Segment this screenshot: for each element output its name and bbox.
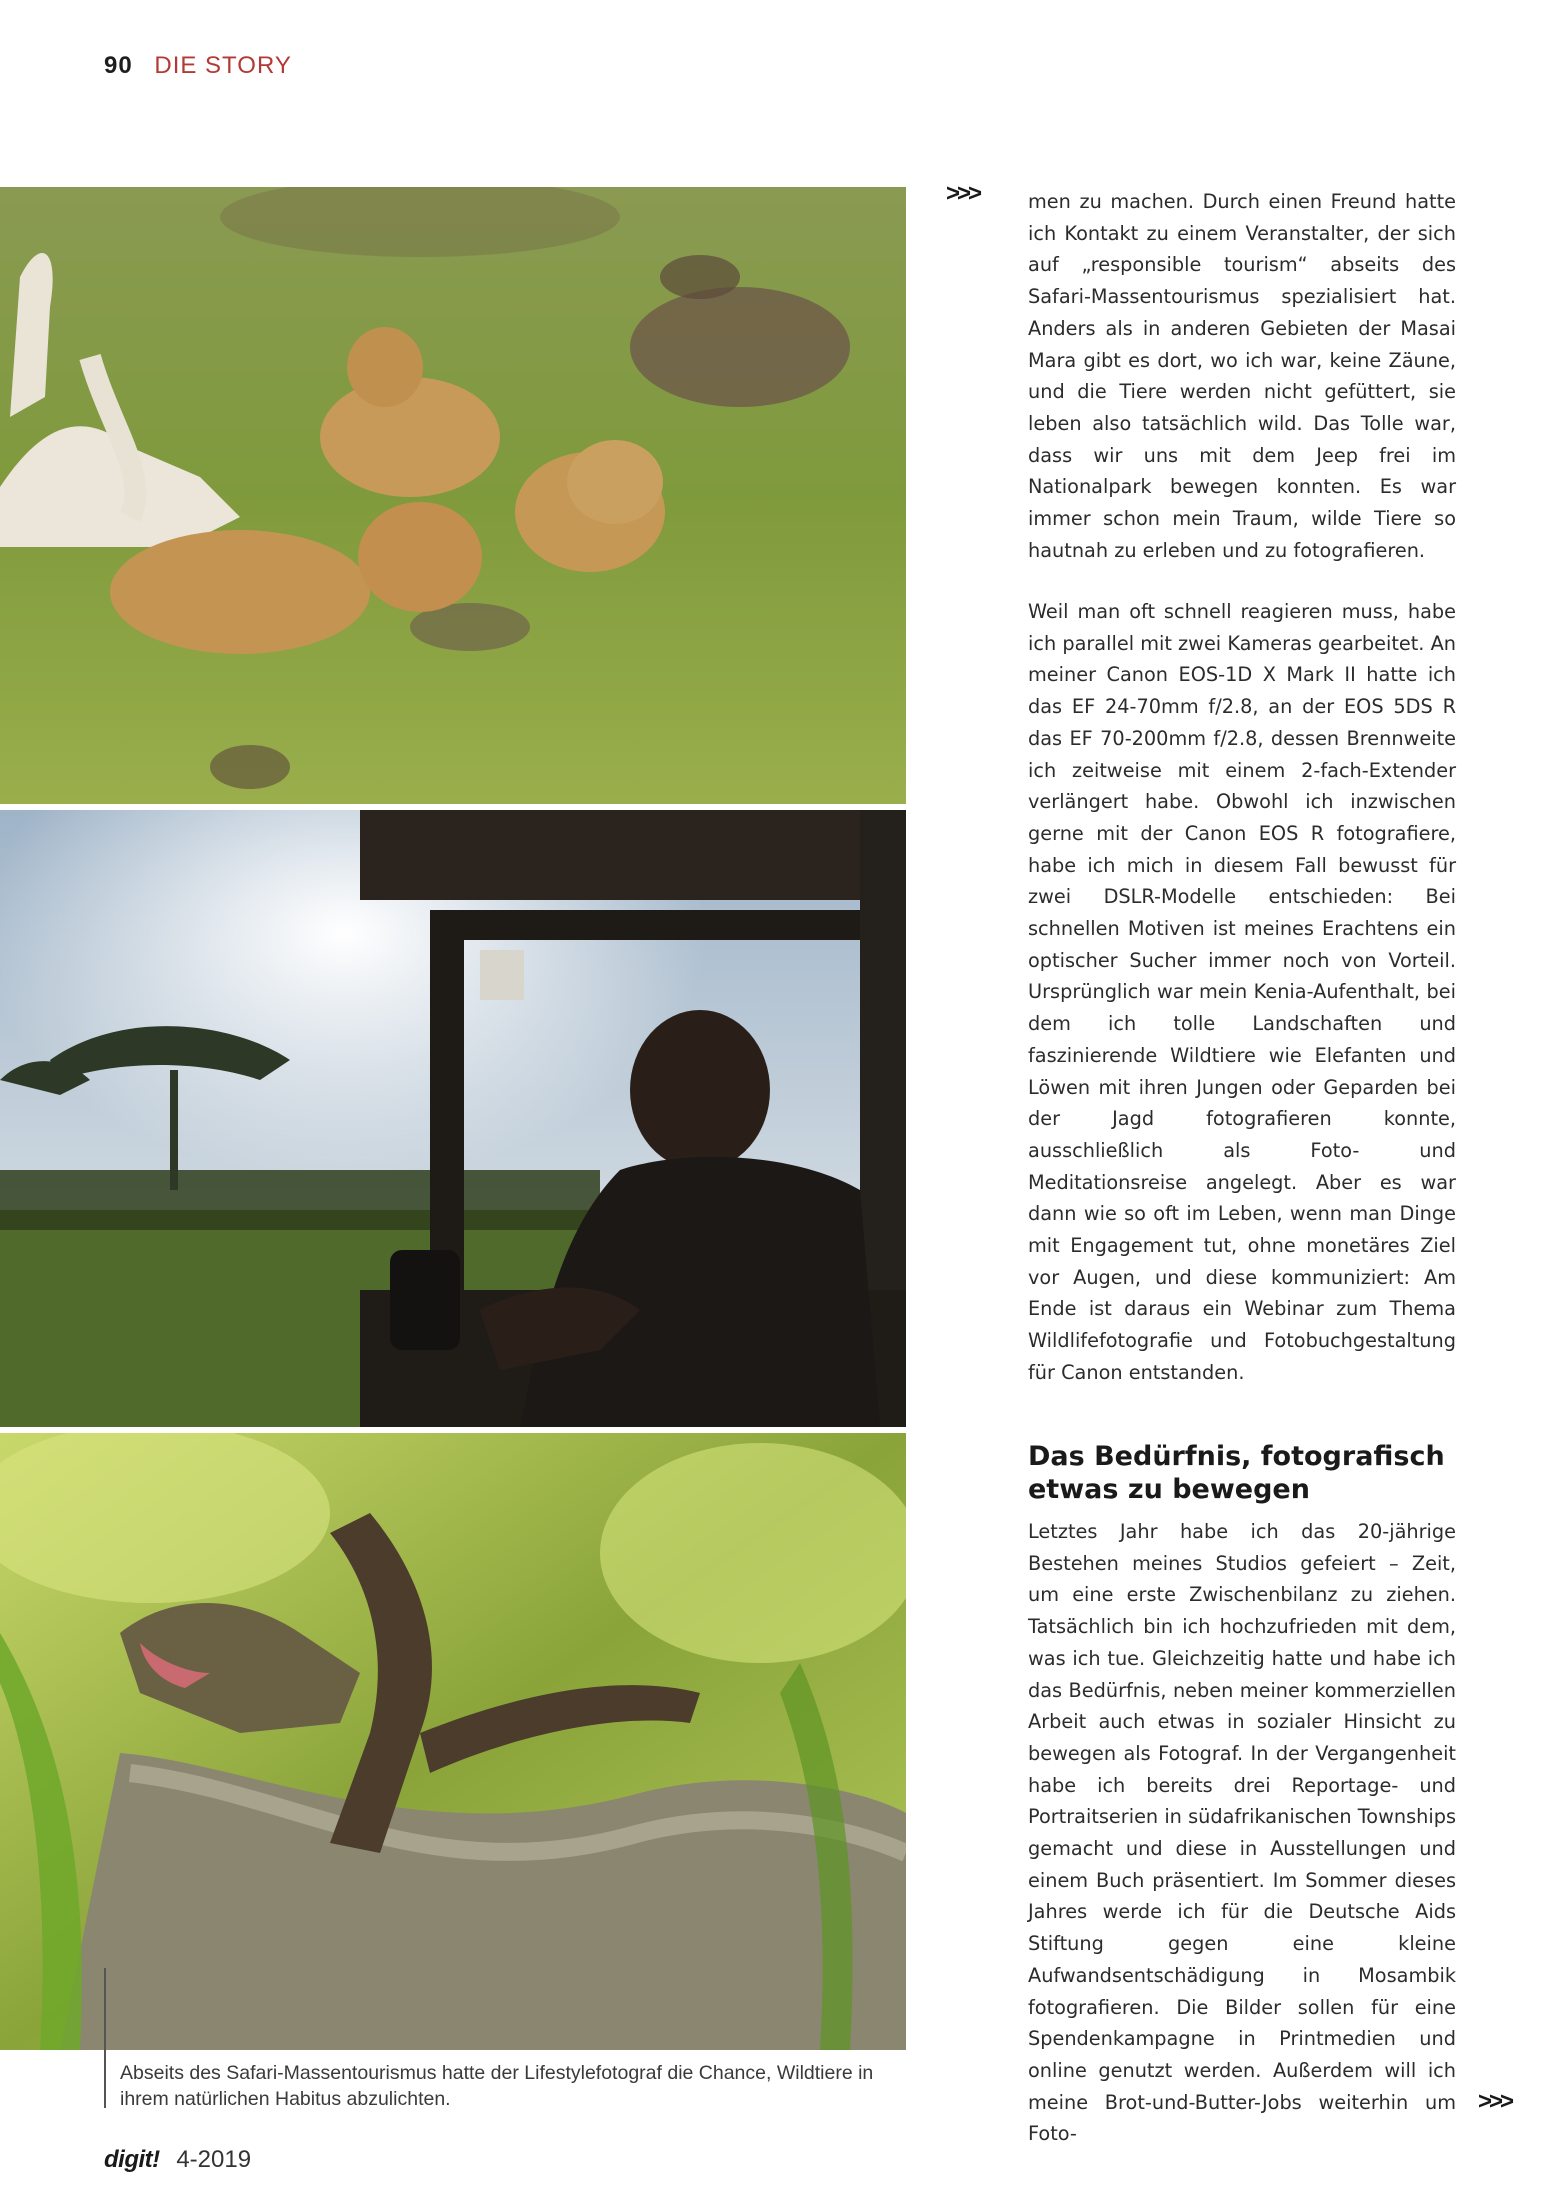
paragraph-text: Weil man oft schnell reagieren muss, habe ich parallel mit zwei Kameras gearbeitet. An meiner Canon EOS-1D X Mark II hatte ich das EF 24-70mm f/2.8, an der EOS 5DS R das EF 70-200mm f/2.8, dessen Brennweite ich zeitweise mit einem 2-fach-Extender verlängert habe. Obwohl ich inzwischen gerne mit der Canon EOS R fotografiere, habe ich mich in diesem Fall bewusst für zwei DSLR-Modelle entschieden: Bei schnellen Motiven ist meines Erachtens ein optischer Sucher immer noch von Vorteil. Ursprünglich war mein Kenia-Aufenthalt, bei dem ich tolle Landschaften und faszinierende Wildtiere wie Elefanten und Löwen mit ihren Jungen oder Geparden bei der Jagd fotografieren konnte, ausschließlich als Foto- und Meditationsreise angelegt. Aber es war dann wie so oft im Leben, wenn man Dinge mit Engagement tut, ohne monetäres Ziel vor Augen, und diese kommuniziert: Am Ende ist daraus ein Webinar zum Thema Wildlifefotografie und Fotobuchgestaltung für Canon entstanden. (1028, 600, 1456, 1384)
issue-number: 4-2019 (176, 2146, 252, 2173)
caption-rule (104, 1968, 106, 2108)
page-footer (104, 2146, 251, 2174)
photo-lion-cubs (0, 187, 906, 804)
article-paragraph-3 (1028, 1516, 1456, 2150)
magazine-logo: digit! (104, 2146, 160, 2173)
article-paragraph-2 (1028, 596, 1456, 1389)
photo-safari-jeep (0, 810, 906, 1427)
paragraph-text: Letztes Jahr habe ich das 20-jährige Bestehen meines Studios gefeiert – Zeit, um eine erste Zwischenbilanz zu ziehen. Tatsächlich bin ich hochzufrieden mit dem, was ich tue. Gleichzeitig hatte und habe ich das Bedürfnis, neben meiner kommerziellen Arbeit auch etwas in sozialer Hinsicht zu bewegen als Fotograf. In der Vergangenheit habe ich bereits drei Reportage- und Portraitserien in südafrikanischen Townships gemacht und diese in Ausstellungen und einem Buch präsentiert. Im Sommer dieses Jahres werde ich für die Deutsche Aids Stiftung gegen eine kleine Aufwandsentschädigung in Mosambik fotografieren. Die Bilder sollen für eine Spendenkampagne in Printmedien und online genutzt werden. Außerdem will ich meine Brot-und-Butter-Jobs weiterhin um Foto- (1028, 1520, 1456, 2146)
section-title: DIE STORY (154, 52, 292, 79)
section-heading: Das Bedürfnis, fotografisch etwas zu bewegen (1028, 1441, 1445, 1505)
page-header (104, 52, 292, 80)
page-number: 90 (104, 52, 133, 79)
photo-caption: Abseits des Safari-Massentourismus hatte der Lifestylefotograf die Chance, Wildtiere in ihrem natürlichen Habitus abzulichten. (120, 2062, 874, 2110)
continue-marker-top: >>> (946, 180, 980, 207)
paragraph-text: men zu machen. Durch einen Freund hatte ich Kontakt zu einem Veranstalter, der sich auf „responsible tourism“ abseits des Safari-Massentourismus spezialisiert hat. Anders als in anderen Gebieten der Masai Mara gibt es dort, wo ich war, keine Zäune, und die Tiere werden nicht gefüttert, sie leben also tatsächlich wild. Das Tolle war, dass wir uns mit dem Jeep frei im Nationalpark bewegen konnten. Es war immer schon mein Traum, wilde Tiere so hautnah zu erleben und zu fotografieren. (1028, 190, 1456, 562)
article-paragraph-1 (1028, 186, 1456, 566)
photo-python (0, 1433, 906, 2050)
continue-marker-bottom: >>> (1478, 2088, 1512, 2115)
